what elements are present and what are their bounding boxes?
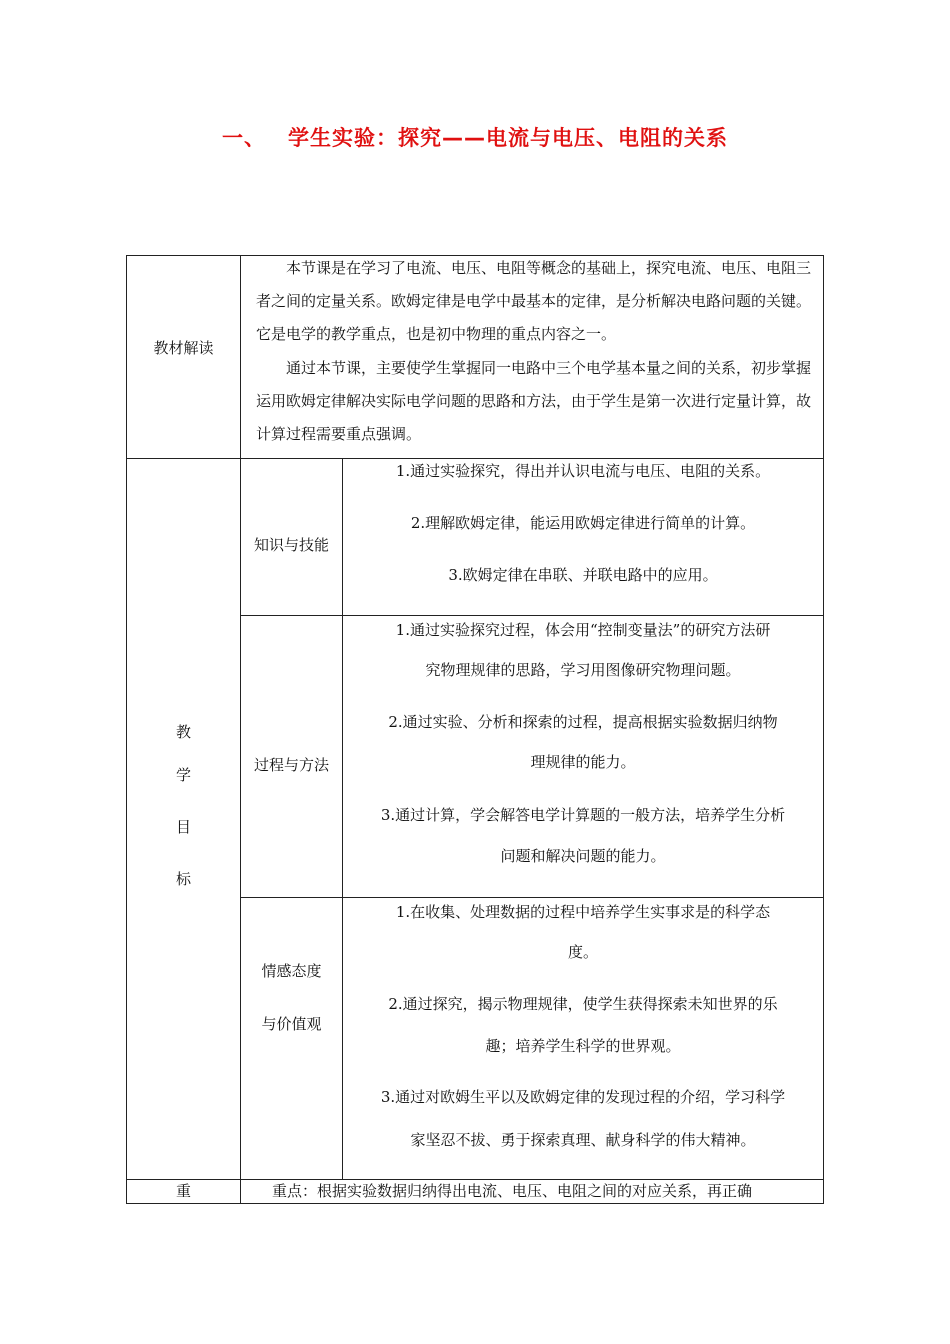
knowledge-item: 3.欧姆定律在串联、并联电路中的应用。 (448, 566, 718, 584)
attitude-label-line: 与价值观 (261, 1015, 322, 1033)
attitude-item-line: 3.通过对欧姆生平以及欧姆定律的发现过程的介绍，学习科学 (380, 1088, 786, 1106)
section2-label-char: 标 (175, 870, 191, 888)
attitude-item-line: 2.通过探究，揭示物理规律，使学生获得探索未知世界的乐 (388, 995, 778, 1013)
title-number: 一、 (222, 126, 266, 150)
process-item-line: 3.通过计算，学会解答电学计算题的一般方法，培养学生分析 (380, 806, 786, 824)
process-item-line: 理规律的能力。 (530, 753, 636, 771)
section2-label-char: 目 (175, 818, 191, 836)
section2-label-char: 学 (175, 766, 191, 784)
attitude-item-line: 家坚忍不拔、勇于探索真理、献身科学的伟大精神。 (410, 1131, 756, 1149)
title-text: 学生实验：探究——电流与电压、电阻的关系 (288, 126, 728, 150)
attitude-item-line: 1.在收集、处理数据的过程中培养学生实事求是的科学态 (395, 903, 771, 921)
page-title (0, 122, 950, 152)
table-column-divider (240, 255, 241, 1204)
section1-paragraph-2: 通过本节课，主要使学生掌握同一电路中三个电学基本量之间的关系，初步掌握运用欧姆定律解决实际电学问题的思路和方法，由于学生是第一次进行定量计算，故计算过程需要重点强调。 (256, 359, 812, 443)
process-item-line: 2.通过实验、分析和探索的过程，提高根据实验数据归纳物 (388, 713, 778, 731)
knowledge-label: 知识与技能 (253, 536, 329, 554)
process-item-line: 1.通过实验探究过程，体会用“控制变量法”的研究方法研 (395, 621, 771, 639)
section3-text: 重点：根据实验数据归纳得出电流、电压、电阻之间的对应关系，再正确 (272, 1182, 753, 1200)
attitude-item-line: 度。 (567, 943, 598, 961)
section1-label: 教材解读 (153, 339, 214, 357)
process-item-line: 问题和解决问题的能力。 (500, 847, 666, 865)
section3-label: 重 (175, 1182, 191, 1200)
section1-paragraph-1: 本节课是在学习了电流、电压、电阻等概念的基础上，探究电流、电压、电阻三者之间的定量关系。欧姆定律是电学中最基本的定律，是分析解决电路问题的关键。它是电学的教学重点，也是初中物理的重点内容之一。 (256, 259, 812, 343)
process-item-line: 究物理规律的思路，学习用图像研究物理问题。 (425, 661, 741, 679)
table-border-right (823, 255, 824, 1204)
section2-label-char: 教 (175, 723, 191, 741)
process-label: 过程与方法 (253, 756, 329, 774)
attitude-label-line: 情感态度 (261, 962, 322, 980)
knowledge-item: 2.理解欧姆定律，能运用欧姆定律进行简单的计算。 (410, 514, 756, 532)
knowledge-item: 1.通过实验探究，得出并认识电流与电压、电阻的关系。 (395, 462, 771, 480)
attitude-item-line: 趣；培养学生科学的世界观。 (485, 1037, 681, 1055)
